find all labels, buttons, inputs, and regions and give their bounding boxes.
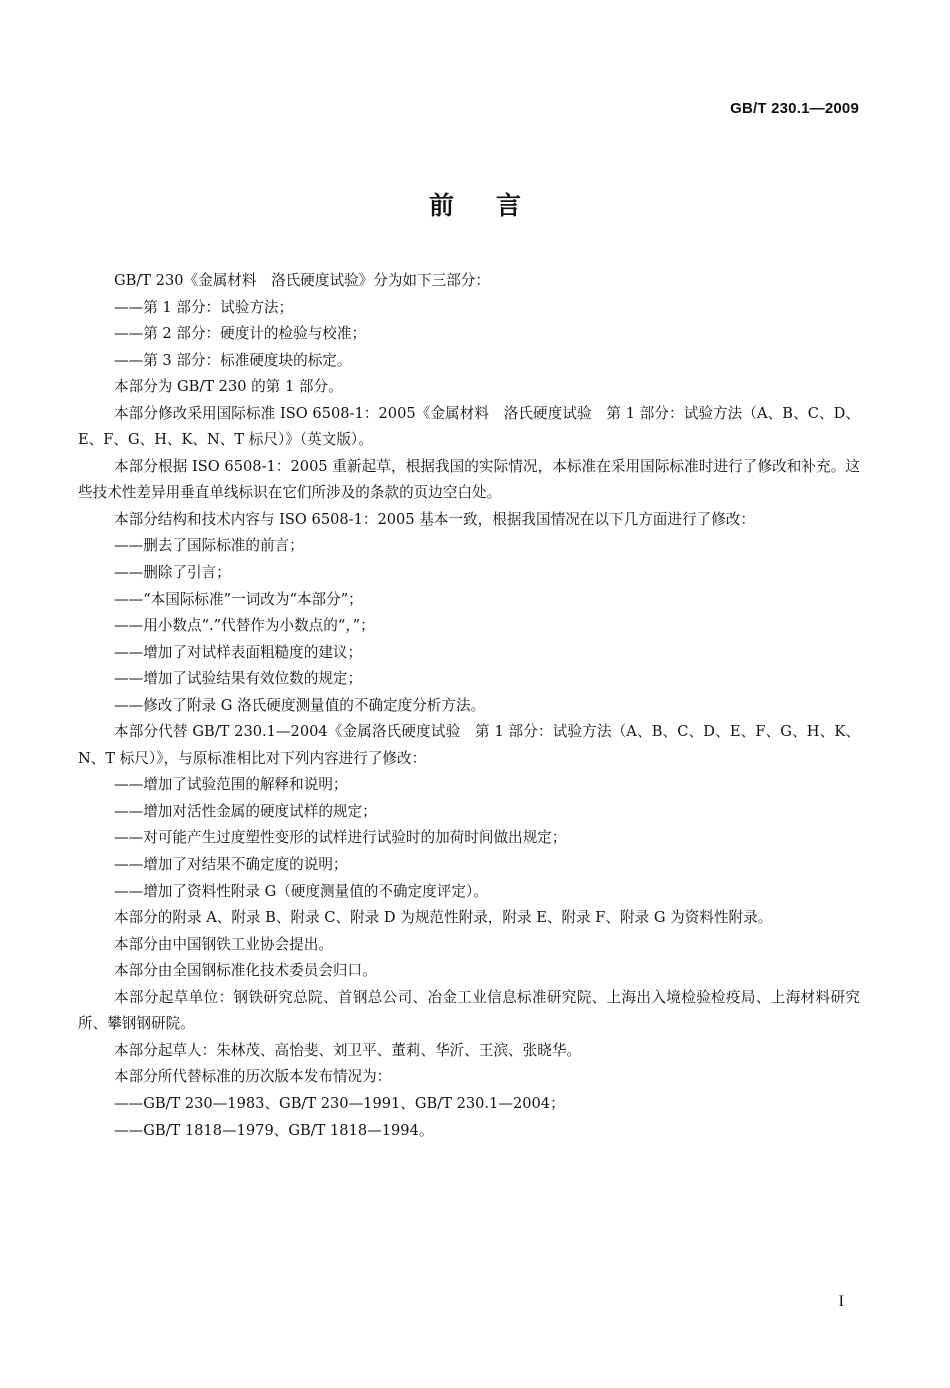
- list-item: ——增加对活性金属的硬度试样的规定；: [114, 802, 377, 820]
- page-number: I: [838, 1293, 844, 1310]
- list-item: ——删除了引言；: [114, 564, 231, 582]
- paragraph: 本部分由中国钢铁工业协会提出。: [114, 935, 333, 953]
- list-item: ——对可能产生过度塑性变形的试样进行试验时的加荷时间做出规定；: [114, 829, 567, 847]
- paragraph: 本部分为 GB/T 230 的第 1 部分。: [114, 378, 343, 396]
- paragraph: 本部分起草单位：钢铁研究总院、首钢总公司、冶金工业信息标准研究院、上海出入境检验检疫局、上海材料研究所、攀钢钢研院。: [78, 988, 860, 1033]
- list-item: ——第 3 部分：标准硬度块的标定。: [114, 351, 352, 369]
- list-item: ——GB/T 1818—1979、GB/T 1818—1994。: [114, 1121, 434, 1139]
- paragraph: 本部分的附录 A、附录 B、附录 C、附录 D 为规范性附录，附录 E、附录 F、附录 G 为资料性附录。: [114, 909, 773, 927]
- list-item: ——删去了国际标准的前言；: [114, 537, 304, 555]
- paragraph: 本部分代替 GB/T 230.1—2004《金属洛氏硬度试验 第 1 部分：试验方法（A、B、C、D、E、F、G、H、K、N、T 标尺）》，与原标准相比对下列内容进行了修改：: [78, 723, 860, 767]
- list-item: ——GB/T 230—1983、GB/T 230—1991、GB/T 230.1—2004；: [114, 1094, 565, 1112]
- paragraph: 本部分结构和技术内容与 ISO 6508-1：2005 基本一致，根据我国情况在以下几方面进行了修改：: [114, 510, 755, 528]
- paragraph: 本部分修改采用国际标准 ISO 6508-1：2005《金属材料 洛氏硬度试验 第 1 部分：试验方法（A、B、C、D、E、F、G、H、K、N、T 标尺）》（英文版）。: [78, 404, 860, 449]
- page-title: 前言: [428, 191, 563, 220]
- foreword-body: [78, 268, 860, 1144]
- list-item: ——增加了资料性附录 G（硬度测量值的不确定度评定）。: [114, 882, 488, 900]
- list-item: ——增加了对试样表面粗糙度的建议；: [114, 643, 363, 661]
- list-item: ——“本国际标准”一词改为“本部分”；: [114, 590, 363, 608]
- paragraph: 本部分起草人：朱林茂、高怡斐、刘卫平、董莉、华沂、王滨、张晓华。: [114, 1041, 582, 1059]
- standard-code: GB/T 230.1—2009: [730, 100, 859, 117]
- list-item: ——第 1 部分：试验方法；: [114, 298, 294, 316]
- list-item: ——第 2 部分：硬度计的检验与校准；: [114, 325, 367, 343]
- list-item: ——用小数点“.”代替作为小数点的“，”；: [114, 617, 375, 635]
- list-item: ——增加了试验范围的解释和说明；: [114, 776, 348, 794]
- paragraph: GB/T 230《金属材料 洛氏硬度试验》分为如下三部分：: [114, 272, 490, 289]
- paragraph: 本部分根据 ISO 6508-1：2005 重新起草，根据我国的实际情况，本标准在采用国际标准时进行了修改和补充。这些技术性差异用垂直单线标识在它们所涉及的条款的页边空白处。: [78, 457, 860, 502]
- list-item: ——修改了附录 G 洛氏硬度测量值的不确定度分析方法。: [114, 696, 486, 714]
- paragraph: 本部分由全国钢标准化技术委员会归口。: [114, 962, 377, 980]
- list-item: ——增加了对结果不确定度的说明；: [114, 856, 348, 874]
- paragraph: 本部分所代替标准的历次版本发布情况为：: [114, 1068, 392, 1086]
- list-item: ——增加了试验结果有效位数的规定；: [114, 670, 363, 688]
